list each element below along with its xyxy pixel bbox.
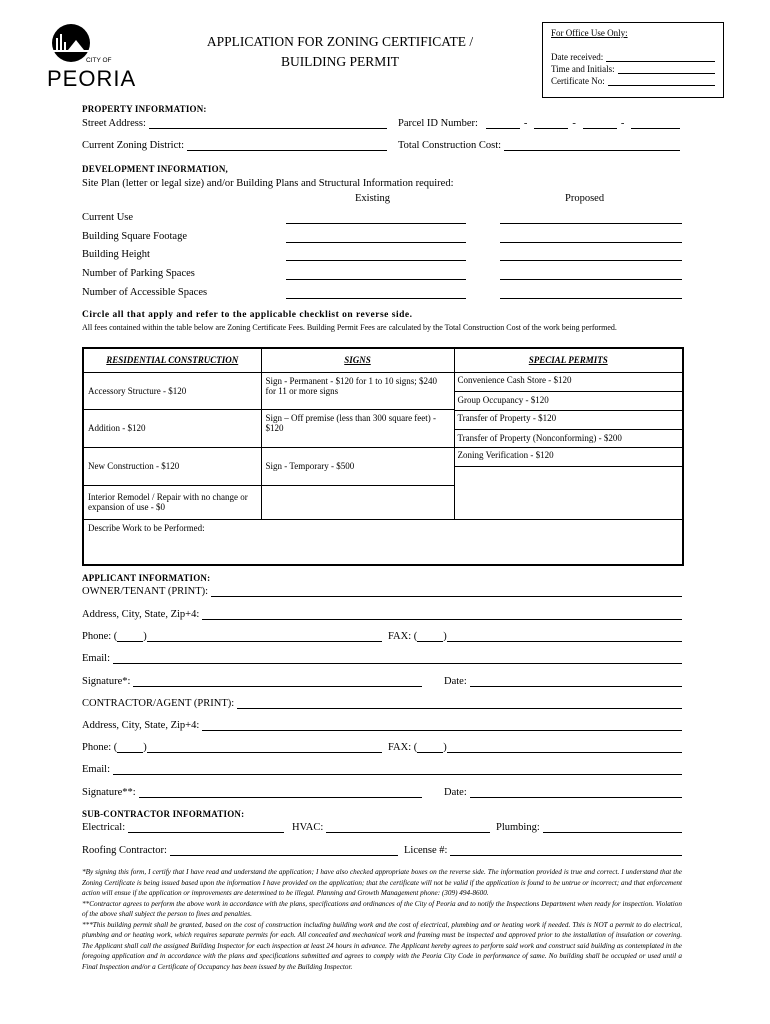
owner-fax-label: FAX: (: [388, 631, 418, 642]
footnote-2: **Contractor agrees to perform the above work in accordance with the plans, specifications and ordinances of the City of Peoria and to notify the Inspections Department when ready for inspection. Violation of the above shall subject the person to fines and penalties.: [82, 899, 682, 918]
contractor-signature-field[interactable]: [139, 787, 422, 798]
describe-work-field[interactable]: [83, 519, 683, 565]
footnote-3: ***This building permit shall be granted, based on the cost of construction including building work and the cost of electrical, plumbing and or heating work if needed. This is NOT a permit to do electrical, plumbing and or heating work, which requires separate permits for each. All concealed and mechanical work and framing must be inspected and approved prior to the installation of insulation or covering. The Applicant shall call the assigned Building Inspector for each inspection at least 24 hours in advance. The Applicant hereby agrees to perform said work and construct said building as contemplated in the foregoing application and in accordance with the plans and specifications submitted and agrees to comply with the Peoria City Code in performance of same. No building shall be occupied or used until a Final Inspection and/or a Certificate of Occupancy has been issued by the Building Inspector.: [82, 920, 682, 971]
property-heading: PROPERTY INFORMATION:: [82, 104, 207, 114]
contractor-fax-area-field[interactable]: [417, 742, 443, 753]
owner-fax-area-field[interactable]: [417, 631, 443, 642]
describe-work-label: Describe Work to be Performed:: [88, 522, 205, 533]
proposed-field[interactable]: [500, 214, 682, 224]
contractor-fax-label: FAX: (: [388, 742, 418, 753]
hvac-field[interactable]: [326, 822, 490, 833]
certificate-no-label: Certificate No:: [551, 76, 605, 86]
owner-phone-area-field[interactable]: [117, 631, 143, 642]
fee-option[interactable]: Convenience Cash Store - $120: [455, 373, 683, 392]
footnotes: [82, 867, 682, 972]
contractor-signature-label: Signature**:: [82, 787, 136, 798]
date-received-field[interactable]: [606, 53, 715, 62]
proposed-field[interactable]: [500, 233, 682, 243]
fee-option[interactable]: Transfer of Property (Nonconforming) - $200: [455, 430, 683, 448]
existing-field[interactable]: [286, 251, 466, 261]
owner-address-field[interactable]: [202, 609, 682, 620]
plumbing-field[interactable]: [543, 822, 682, 833]
license-field[interactable]: [450, 845, 682, 856]
applicant-heading: APPLICANT INFORMATION:: [82, 573, 211, 583]
owner-fax-field[interactable]: [447, 631, 682, 642]
contractor-date-field[interactable]: [470, 787, 682, 798]
owner-phone-field[interactable]: [147, 631, 382, 642]
proposed-field[interactable]: [500, 251, 682, 261]
owner-field[interactable]: [211, 586, 682, 597]
office-use-box: [542, 22, 724, 98]
contractor-field[interactable]: [237, 698, 682, 709]
contractor-address-field[interactable]: [202, 720, 682, 731]
logo-city-of: CITY OF: [86, 57, 112, 64]
development-subtitle: Site Plan (letter or legal size) and/or Building Plans and Structural Information required:: [82, 178, 454, 189]
parcel-id-label: Parcel ID Number:: [398, 118, 478, 129]
circle-note: Circle all that apply and refer to the applicable checklist on reverse side.: [82, 310, 413, 320]
dev-row-label: Building Height: [82, 249, 150, 260]
dev-row-label: Current Use: [82, 212, 134, 223]
title-line-1: APPLICATION FOR ZONING CERTIFICATE /: [206, 34, 474, 49]
proposed-field[interactable]: [500, 289, 682, 299]
contractor-email-field[interactable]: [113, 764, 682, 775]
contractor-phone-field[interactable]: [147, 742, 382, 753]
certificate-no-field[interactable]: [608, 77, 715, 86]
fee-option[interactable]: New Construction - $120: [83, 447, 261, 485]
contractor-address-label: Address, City, State, Zip+4:: [82, 720, 200, 731]
dev-row-label: Number of Accessible Spaces: [82, 287, 208, 298]
street-address-label: Street Address:: [82, 118, 146, 129]
fee-option[interactable]: Sign – Off premise (less than 300 square feet) - $120: [261, 409, 454, 447]
fees-table: [82, 347, 684, 566]
owner-phone-label: Phone: (: [82, 631, 118, 642]
construction-cost-field[interactable]: [504, 140, 680, 151]
contractor-date-label: Date:: [444, 787, 467, 798]
logo-peoria: PEORIA: [47, 66, 137, 91]
fee-option[interactable]: Transfer of Property - $120: [455, 411, 683, 430]
contractor-phone-label: Phone: (: [82, 742, 118, 753]
contractor-email-label: Email:: [82, 764, 110, 775]
existing-field[interactable]: [286, 289, 466, 299]
office-heading: For Office Use Only:: [551, 28, 628, 38]
parcel-id-field-1[interactable]: [486, 118, 520, 129]
fee-option[interactable]: Zoning Verification - $120: [455, 448, 683, 467]
contractor-label: CONTRACTOR/AGENT (PRINT):: [82, 698, 235, 709]
date-received-label: Date received:: [551, 52, 604, 62]
contractor-fax-field[interactable]: [447, 742, 682, 753]
fee-option[interactable]: Sign - Temporary - $500: [261, 447, 454, 485]
dev-row-label: Number of Parking Spaces: [82, 268, 195, 279]
fee-option[interactable]: Addition - $120: [83, 409, 261, 447]
construction-cost-label: Total Construction Cost:: [398, 140, 502, 151]
street-address-field[interactable]: [149, 118, 387, 129]
owner-email-field[interactable]: [113, 653, 682, 664]
owner-signature-field[interactable]: [133, 676, 422, 687]
roofing-field[interactable]: [170, 845, 398, 856]
proposed-header: Proposed: [565, 193, 605, 204]
existing-field[interactable]: [286, 270, 466, 280]
contractor-phone-area-field[interactable]: [117, 742, 143, 753]
owner-date-field[interactable]: [470, 676, 682, 687]
owner-email-label: Email:: [82, 653, 110, 664]
fee-option[interactable]: Interior Remodel / Repair with no change or expansion of use - $0: [83, 485, 261, 519]
roofing-label: Roofing Contractor:: [82, 845, 167, 856]
owner-signature-label: Signature*:: [82, 676, 131, 687]
zoning-district-field[interactable]: [187, 140, 387, 151]
owner-date-label: Date:: [444, 676, 467, 687]
sub-contractor-heading: SUB-CONTRACTOR INFORMATION:: [82, 809, 245, 819]
existing-header: Existing: [355, 193, 391, 204]
zoning-district-label: Current Zoning District:: [82, 140, 185, 151]
proposed-field[interactable]: [500, 270, 682, 280]
col-header-residential: RESIDENTIAL CONSTRUCTION: [83, 348, 261, 372]
electrical-label: Electrical:: [82, 822, 126, 833]
license-label: License #:: [404, 845, 448, 856]
electrical-field[interactable]: [128, 822, 284, 833]
owner-address-label: Address, City, State, Zip+4:: [82, 609, 200, 620]
existing-field[interactable]: [286, 214, 466, 224]
page-title: [150, 32, 530, 72]
fee-option[interactable]: Sign - Permanent - $120 for 1 to 10 signs; $240 for 11 or more signs: [261, 372, 454, 409]
fees-note: All fees contained within the table below are Zoning Certificate Fees. Building Permit Fees are calculated by the Total Construction Cost of the work being performed.: [82, 323, 617, 332]
time-initials-field[interactable]: [618, 65, 715, 74]
footnote-1: *By signing this form, I certify that I have read and understand the application; I have also checked appropriate boxes on the reverse side. The information provided is true and correct. I understand that the Zoning Certificate is being issued based upon the information I have provided on the application; that the certificate will not be valid if the application is found to be untrue or incorrect; and that enforcement action will ensue if the application or improvements are determined to be illegal. Planning and Growth Management phone: (309) 494-8600.: [82, 868, 682, 897]
existing-field[interactable]: [286, 233, 466, 243]
parcel-id-field-4[interactable]: [631, 118, 680, 129]
plumbing-label: Plumbing:: [496, 822, 540, 833]
development-heading: DEVELOPMENT INFORMATION,: [82, 164, 228, 174]
fee-option[interactable]: Accessory Structure - $120: [83, 372, 261, 409]
time-initials-label: Time and Initials:: [551, 64, 615, 74]
owner-label: OWNER/TENANT (PRINT):: [82, 586, 209, 597]
fee-option[interactable]: Group Occupancy - $120: [455, 392, 683, 411]
parcel-id-field-2[interactable]: [534, 118, 568, 129]
hvac-label: HVAC:: [292, 822, 324, 833]
title-line-2: BUILDING PERMIT: [280, 54, 400, 69]
parcel-id-field-3[interactable]: [583, 118, 617, 129]
col-header-signs: SIGNS: [261, 348, 454, 372]
dev-row-label: Building Square Footage: [82, 231, 187, 242]
city-logo: [44, 22, 137, 94]
col-header-special: SPECIAL PERMITS: [454, 348, 683, 372]
